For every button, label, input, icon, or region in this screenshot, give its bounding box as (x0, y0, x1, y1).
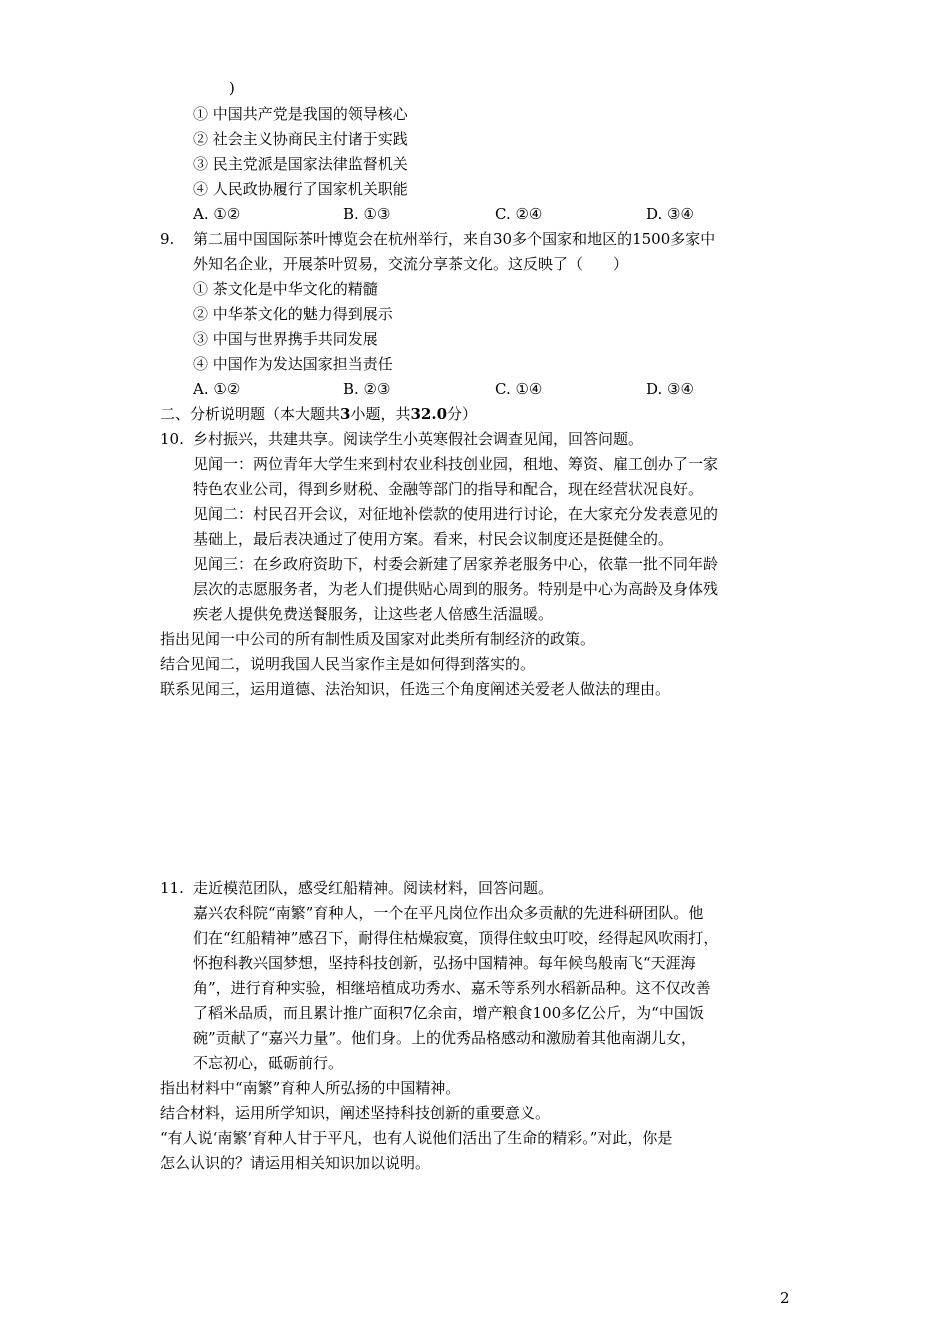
q11-question-3-line-1: “有人说‘南繁’育种人甘于平凡，也有人说他们活出了生命的精彩。”对此，你是 (160, 1129, 673, 1147)
q10-material-line-1: 见闻一：两位青年大学生来到村农业科技创业园，租地、筹资、雇工创办了一家 (193, 455, 719, 473)
q11-intro: 走近模范团队，感受红船精神。阅读材料，回答问题。 (193, 879, 554, 897)
section-heading (160, 404, 477, 424)
q10-question-2: 结合见闻二，说明我国人民当家作主是如何得到落实的。 (160, 655, 536, 673)
q11-material-line-6: 碗”贡献了“嘉兴力量”。他们身。上的优秀品格感动和激励着其他南湖儿女， (193, 1029, 697, 1047)
q10-material-line-2: 特色农业公司，得到乡财税、金融等部门的指导和配合，现在经营状况良好。 (193, 480, 704, 498)
q10-material-line-6: 层次的志愿服务者，为老人们提供贴心周到的服务。特别是中心为高龄及身体残 (193, 580, 719, 598)
q8-item-2: ② 社会主义协商民主付诸于实践 (193, 130, 408, 148)
section-heading-suffix: 分） (447, 405, 478, 423)
q8-item-4: ④ 人民政协履行了国家机关职能 (193, 180, 408, 198)
q11-material-line-3: 怀抱科教兴国梦想，坚持科技创新，弘扬中国精神。每年候鸟般南飞“天涯海 (193, 954, 696, 972)
q8-item-1: ① 中国共产党是我国的领导核心 (193, 105, 408, 123)
page-number: 2 (780, 1289, 790, 1307)
q9-option-d: D. ③④ (646, 380, 694, 398)
q11-material-line-5: 了稻米品质，而且累计推广面积7亿余亩，增产粮食100多亿公斤，为“中国饭 (193, 1004, 704, 1022)
q9-option-c: C. ①④ (495, 380, 543, 398)
q10-question-3: 联系见闻三，运用道德、法治知识，任选三个角度阐述关爱老人做法的理由。 (160, 680, 671, 698)
q10-material-line-7: 疾老人提供免费送餐服务，让这些老人倍感生活温暖。 (193, 605, 554, 623)
q9-item-1: ① 茶文化是中华文化的精髓 (193, 280, 378, 298)
q11-material-line-1: 嘉兴农科院“南繁”育种人，一个在平凡岗位作出众多贡献的先进科研团队。他 (193, 904, 704, 922)
q11-material-line-7: 不忘初心，砥砺前行。 (193, 1054, 344, 1072)
q8-option-b: B. ①③ (343, 205, 391, 223)
section-question-count: 3 (340, 405, 351, 423)
q11-number: 11. (160, 879, 184, 897)
q10-intro: 乡村振兴，共建共享。阅读学生小英寒假社会调查见闻，回答问题。 (193, 430, 644, 448)
q8-option-c: C. ②④ (495, 205, 543, 223)
q11-question-3-line-2: 怎么认识的？请运用相关知识加以说明。 (160, 1154, 431, 1172)
q10-number: 10. (160, 430, 184, 448)
section-total-score: 32.0 (410, 405, 448, 423)
q10-material-line-5: 见闻三：在乡政府资助下，村委会新建了居家养老服务中心，依靠一批不同年龄 (193, 555, 719, 573)
q9-item-2: ② 中华茶文化的魅力得到展示 (193, 305, 393, 323)
q8-stem-tail: ) (229, 79, 235, 97)
q10-material-line-3: 见闻二：村民召开会议，对征地补偿款的使用进行讨论，在大家充分发表意见的 (193, 505, 719, 523)
q9-option-b: B. ②③ (343, 380, 391, 398)
q11-material-line-4: 角”，进行育种实验，相继培植成功秀水、嘉禾等系列水稻新品种。这不仅改善 (193, 979, 711, 997)
q10-material-line-4: 基础上，最后表决通过了使用方案。看来，村民会议制度还是挺健全的。 (193, 530, 674, 548)
section-heading-prefix: 二、分析说明题（本大题共 (160, 405, 341, 423)
q11-question-1: 指出材料中“南繁”育种人所弘扬的中国精神。 (160, 1079, 461, 1097)
q8-option-d: D. ③④ (646, 205, 694, 223)
q9-item-3: ③ 中国与世界携手共同发展 (193, 330, 378, 348)
q9-number: 9. (160, 230, 175, 248)
q8-option-a: A. ①② (193, 205, 241, 223)
q9-item-4: ④ 中国作为发达国家担当责任 (193, 355, 393, 373)
section-heading-middle: 小题，共 (350, 405, 411, 423)
q9-option-a: A. ①② (193, 380, 241, 398)
q8-item-3: ③ 民主党派是国家法律监督机关 (193, 155, 408, 173)
q10-question-1: 指出见闻一中公司的所有制性质及国家对此类所有制经济的政策。 (160, 630, 596, 648)
q11-material-line-2: 们在“红船精神”感召下，耐得住枯燥寂寞，顶得住蚊虫叮咬，经得起风吹雨打， (193, 929, 719, 947)
q9-stem-line-2: 外知名企业，开展茶叶贸易，交流分享茶文化。这反映了（ ） (193, 255, 629, 273)
q9-stem-line-1: 第二届中国国际茶叶博览会在杭州举行，来自30多个国家和地区的1500多家中 (193, 230, 716, 248)
q11-question-2: 结合材料，运用所学知识，阐述坚持科技创新的重要意义。 (160, 1104, 551, 1122)
